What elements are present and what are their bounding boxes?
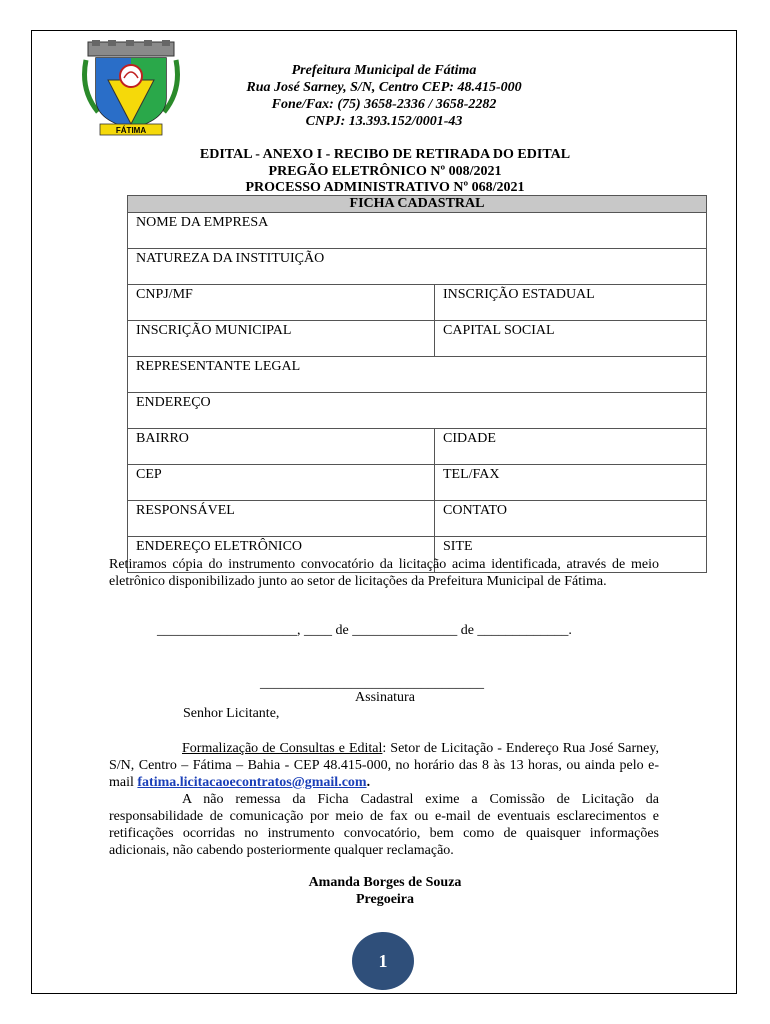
- field-capital-social[interactable]: CAPITAL SOCIAL: [435, 321, 707, 357]
- field-endereco[interactable]: ENDEREÇO: [128, 393, 707, 429]
- field-contato[interactable]: CONTATO: [435, 501, 707, 537]
- field-tel-fax[interactable]: TEL/FAX: [435, 465, 707, 501]
- field-cep[interactable]: CEP: [128, 465, 435, 501]
- title-edital: EDITAL - ANEXO I - RECIBO DE RETIRADA DO EDITAL: [199, 147, 571, 162]
- signature-line: ________________________________: [260, 676, 484, 691]
- paragraph-nao-remessa: A não remessa da Ficha Cadastral exime a Comissão de Licitação da responsabilidade de comunicação por meio de fax ou e-mail de eventuais esclarecimentos e retificações ocorridas no instrumento convocatório, bem como de quaisquer informações adicionais, não cabendo posteriormente qualquer reclamação.: [109, 792, 659, 858]
- title-pregao: PREGÃO ELETRÔNICO Nº 008/2021: [268, 164, 502, 179]
- field-endereco-eletronico[interactable]: ENDEREÇO ELETRÔNICO: [128, 537, 435, 573]
- formalizacao-text: : Setor de Licitação - Endereço Rua José Sarney, S/N, Centro – Fátima – Bahia - CEP 48.415-000, no horário das 8 às 13 horas, ou ainda pelo e-mail: [109, 741, 659, 790]
- formalizacao-label: Formalização de Consultas e Edital: [182, 741, 383, 756]
- field-bairro[interactable]: BAIRRO: [128, 429, 435, 465]
- title-processo: PROCESSO ADMINISTRATIVO Nº 068/2021: [245, 180, 525, 195]
- header-cnpj: CNPJ: 13.393.152/0001-43: [305, 114, 463, 129]
- email-link[interactable]: fatima.licitacaoecontratos@gmail.com: [137, 775, 367, 790]
- page-number-badge: 1: [352, 932, 414, 990]
- field-representante-legal[interactable]: REPRESENTANTE LEGAL: [128, 357, 707, 393]
- paragraph-retiramos: Retiramos cópia do instrumento convocatório da licitação acima identificada, através de meio eletrônico disponibilizado junto ao setor de licitações da Prefeitura Municipal de Fátima.: [109, 557, 659, 589]
- greeting: Senhor Licitante,: [183, 706, 280, 721]
- field-site[interactable]: SITE: [435, 537, 707, 573]
- date-line: ____________________, ____ de _______________ de _____________.: [157, 623, 572, 638]
- email-period: .: [366, 775, 371, 790]
- signature-label: Assinatura: [355, 690, 415, 705]
- field-cidade[interactable]: CIDADE: [435, 429, 707, 465]
- signer-name: Amanda Borges de Souza: [308, 875, 462, 890]
- field-nome-empresa[interactable]: NOME DA EMPRESA: [128, 213, 707, 249]
- header-phone: Fone/Fax: (75) 3658-2336 / 3658-2282: [271, 97, 497, 112]
- header-address: Rua José Sarney, S/N, Centro CEP: 48.415-000: [246, 80, 522, 95]
- field-cnpj[interactable]: CNPJ/MF: [128, 285, 435, 321]
- ficha-cadastral-table: [127, 195, 707, 573]
- signer-role: Pregoeira: [355, 892, 415, 907]
- field-inscricao-municipal[interactable]: INSCRIÇÃO MUNICIPAL: [128, 321, 435, 357]
- paragraph-formalizacao: [109, 740, 659, 791]
- field-inscricao-estadual[interactable]: INSCRIÇÃO ESTADUAL: [435, 285, 707, 321]
- header-prefeitura: Prefeitura Municipal de Fátima: [291, 63, 477, 78]
- logo-banner-text: FÁTIMA: [115, 126, 147, 135]
- field-natureza-instituicao[interactable]: NATUREZA DA INSTITUIÇÃO: [128, 249, 707, 285]
- field-responsavel[interactable]: RESPONSÁVEL: [128, 501, 435, 537]
- ficha-heading: FICHA CADASTRAL: [128, 196, 707, 213]
